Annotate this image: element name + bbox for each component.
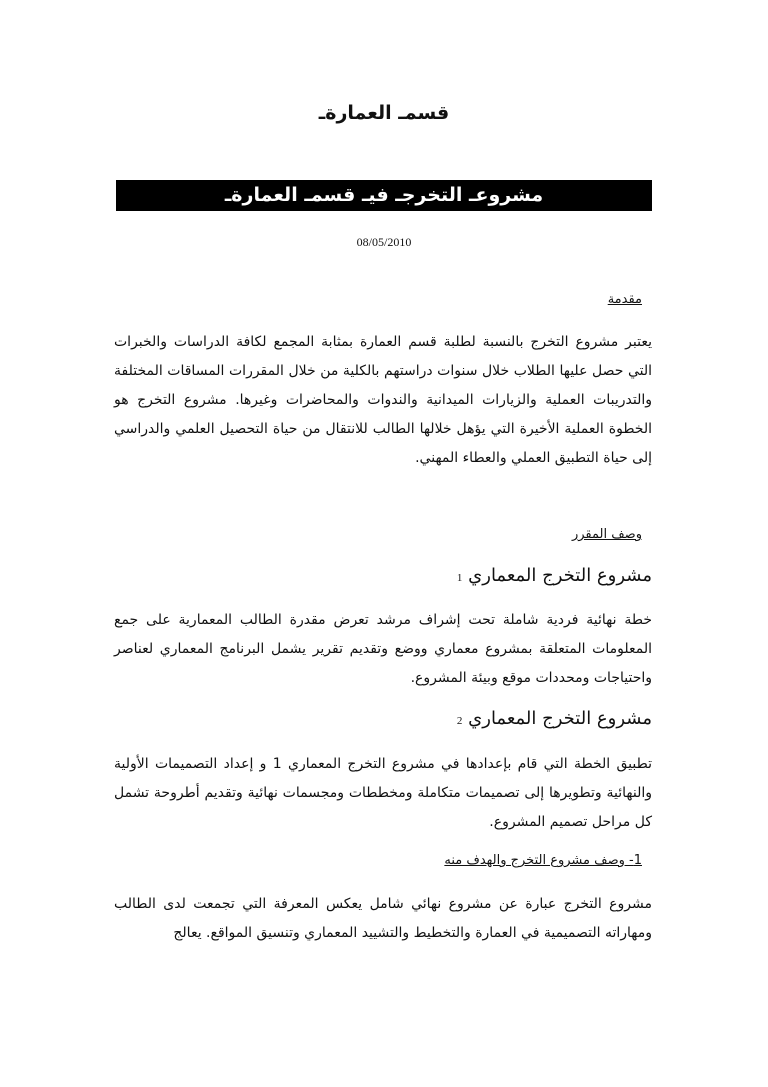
section1-heading: 1- وصف مشروع التخرج والهدف منه [444, 853, 642, 868]
project1-paragraph: خطة نهائية فردية شاملة تحت إشراف مرشد تعرض مقدرة الطالب المعمارية على جمع المعلومات المتعلقة بمشروع معماري ووضع وتقديم تقرير يشمل البرنامج المعماري لعناصر واحتياجات ومحددات موقع وبيئة المشروع. [114, 612, 652, 686]
course-heading: وصف المقرر [571, 527, 642, 542]
project2-title: مشروع التخرج المعماري [468, 708, 652, 729]
project1-heading [457, 565, 652, 586]
project2-heading [457, 708, 652, 729]
intro-paragraph: يعتبر مشروع التخرج بالنسبة لطلبة قسم العمارة بمثابة المجمع لكافة الدراسات والخبرات التي حصل عليها الطلاب خلال سنوات دراستهم بالكلية من خلال المقررات المساقات المختلفة والتدريبات العملية والزيارات الميدانية والندوات والمحاضرات وغيرها. مشروع التخرج هو الخطوة العملية الأخيرة التي يؤهل خلالها الطالب للانتقال من حياة التحصيل العلمي والدراسي إلى حياة التطبيق العملي والعطاء المهني. [114, 334, 652, 466]
project1-title: مشروع التخرج المعماري [468, 565, 652, 586]
project2-paragraph: تطبيق الخطة التي قام بإعدادها في مشروع التخرج المعماري 1 و إعداد التصميمات الأولية والنهائية وتطويرها إلى تصميمات متكاملة ومخططات ومجسمات نهائية وتقديم أطروحة تشمل كل مراحل تصميم المشروع. [114, 756, 652, 830]
project2-number: 2 [456, 715, 463, 727]
section1-paragraph: مشروع التخرج عبارة عن مشروع نهائي شامل يعكس المعرفة التي تجمعت لدى الطالب ومهاراته التصميمية في العمارة والتخطيط والتشييد المعماري وتنسيق المواقع. يعالج [114, 896, 652, 941]
banner-title: مشروعـ التخرجـ فيـ قسمـ العمارةـ [116, 180, 652, 211]
intro-heading: مقدمة [607, 292, 642, 307]
project1-number: 1 [456, 572, 463, 584]
document-date: 08/05/2010 [356, 235, 412, 249]
department-title: قسمـ العمارةـ [318, 102, 450, 124]
